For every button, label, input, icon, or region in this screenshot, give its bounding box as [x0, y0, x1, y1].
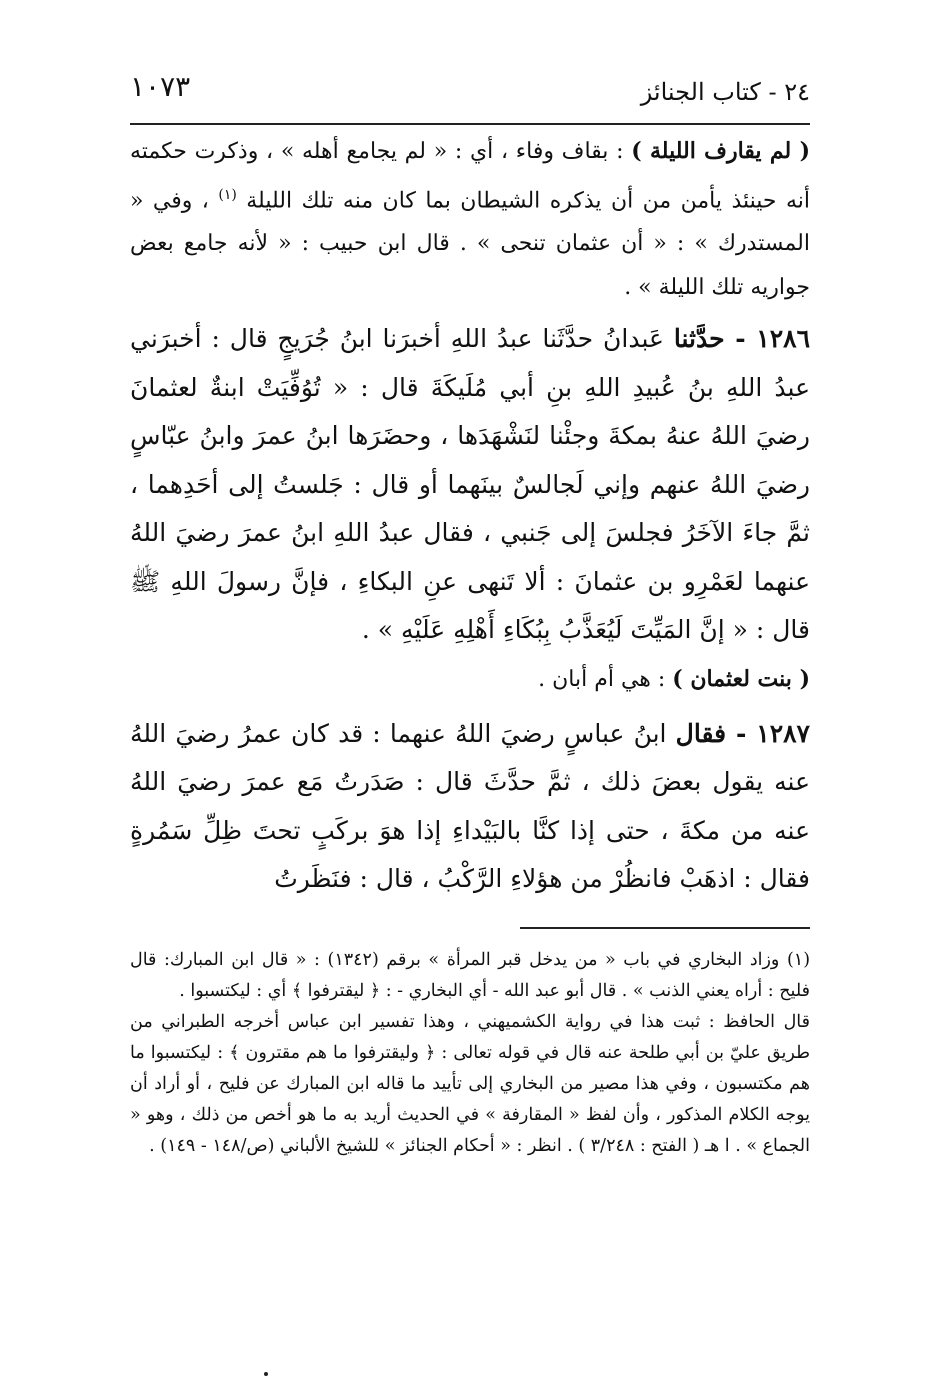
footnote-rule [520, 927, 810, 929]
hadith-text: ابنُ عباسٍ رضيَ اللهُ عنهما : قد كان عمرُ رضيَ اللهُ عنه يقول بعضَ ذلك ، ثمَّ حدَّثَ قال : صَدَرتُ مَع عمرَ رضيَ اللهُ عنه من مكةَ ، حتى إذا كنَّا بالبَيْداءِ إذا هوَ بركَبٍ تحتَ ظِلِّ سَمُرةٍ فقال : اذهَبْ فانظُرْ من هؤلاءِ الرَّكْبُ ، قال : فنَظَرتُ [130, 718, 810, 894]
page-number: ١٠٧٣ [130, 70, 191, 103]
hadith-1286 [130, 315, 810, 655]
commentary-text: : هي أم أبان . [538, 666, 673, 692]
chapter-title: ٢٤ - كتاب الجنائز [640, 78, 810, 106]
commentary-paragraph-2 [130, 655, 810, 704]
commentary-text-after: ، وفي « المستدرك » : « أن عثمان تنحى » . قال ابن حبيب : « لأنه جامع بعض جواريه تلك الليلة » . [130, 187, 810, 300]
page-mark [264, 1372, 268, 1376]
hadith-lead: ١٢٨٧ - فقال [675, 718, 810, 748]
hadith-text: عَبدانُ حدَّثَنا عبدُ اللهِ أخبرَنا ابنُ جُرَيجٍ قال : أخبرَني عبدُ اللهِ بنُ عُبيدِ اللهِ بنِ أبي مُلَيكَةَ قال : « تُوُفِّيَتْ ابنةٌ لعثمانَ رضيَ اللهُ عنهُ بمكةَ وجئْنا لنَشْهَدَها ، وحضَرَها ابنُ عمرَ وابنُ عبّاسٍ رضيَ اللهُ عنهم وإني لَجالسٌ بينَهما أو قال : جَلستُ إلى أحَدِهما ، ثمَّ جاءَ الآخَرُ فجلسَ إلى جَنبي ، فقال عبدُ اللهِ ابنُ عمرَ رضيَ اللهُ عنهما لعَمْرِو بن عثمانَ : ألا تَنهى عنِ البكاءِ ، فإنَّ رسولَ اللهِ ﷺ قال : « إنَّ المَيِّتَ لَيُعَذَّبُ بِبُكَاءِ أَهْلِهِ عَلَيْهِ » . [130, 324, 810, 645]
header-rule [130, 123, 810, 125]
page-header [130, 70, 810, 116]
hadith-lead: ١٢٨٦ - حدَّثنا [673, 324, 810, 354]
commentary-term: ( بنت لعثمان ) [672, 665, 810, 692]
footnote-ref[interactable]: (١) [218, 186, 237, 203]
footnote-1-continued: قال الحافظ : ثبت هذا في رواية الكشميهني ، وهذا تفسير ابن عباس أخرجه الطبراني من طريق عليّ بن أبي طلحة عنه قال في قوله تعالى : ﴿ وليقترفوا ما هم مقترون ﴾ : ليكتسبوا ما هم مكتسبون ، وفي هذا مصير من البخاري إلى تأييد ما قاله ابن المبارك عن فليح ، أو أراد أن يوجه الكلام المذكور ، وأن لفظ « المقارفة » في الحديث أريد به ما هو أخص من ذلك ، وهو « الجماع » . ا هـ ( الفتح : ٣/٢٤٨ ) . انظر : « أحكام الجنائز » للشيخ الألباني (ص/١٤٨ - ١٤٩) . [130, 1012, 810, 1156]
commentary-text: : بقاف وفاء ، أي : « لم يجامع أهله » ، وذكرت حكمته أنه حينئذ يأمن من أن يذكره الشيطان بما كان منه تلك الليلة [130, 139, 810, 213]
main-text [130, 130, 810, 904]
footnotes [130, 945, 810, 1162]
hadith-1287 [130, 710, 810, 904]
commentary-term: ( لم يقارف الليلة ) [631, 138, 811, 164]
commentary-paragraph [130, 130, 810, 309]
footnote-1: (١) وزاد البخاري في باب « من يدخل قبر المرأة » برقم (١٣٤٢) : « قال ابن المبارك: قال فليح : أراه يعني الذنب » . قال أبو عبد الله - أي البخاري - : ﴿ ليقترفوا ﴾ أي : ليكتسبوا . [130, 950, 811, 1001]
